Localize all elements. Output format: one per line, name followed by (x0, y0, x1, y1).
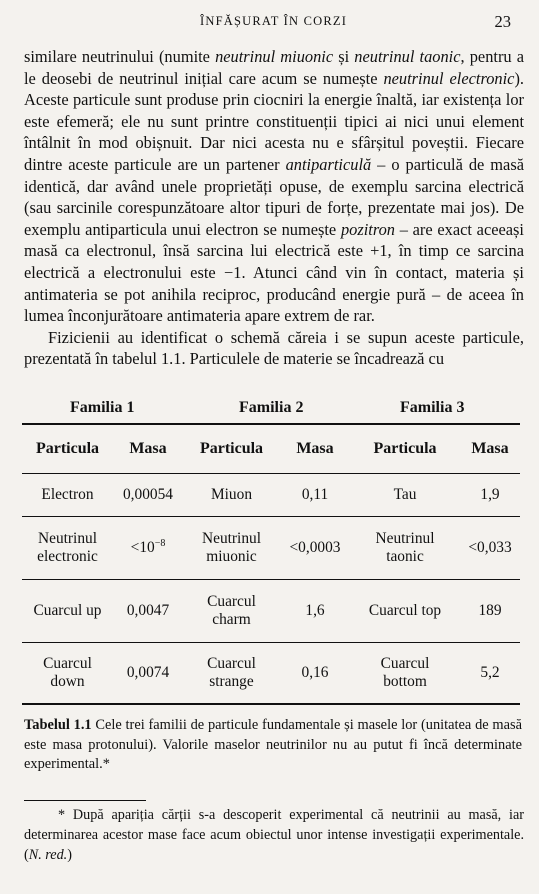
particle-cell: Neutrinul taonic (375, 530, 435, 565)
col-mass-2: Masa (296, 440, 334, 457)
term-neutrinul-electronic: neutrinul electronic (383, 68, 515, 88)
col-particle-3: Particula (373, 440, 437, 457)
term-antiparticula: antiparticulă (285, 154, 372, 174)
family-3-label: Familia 3 (400, 399, 465, 416)
mass-cell: 1,9 (480, 486, 500, 503)
family-2-label: Familia 2 (239, 399, 304, 416)
family-header-row (22, 399, 520, 421)
running-title: ÎNFĂȘURAT ÎN CORZI (200, 14, 348, 28)
paragraph-2: Fizicienii au identificat o schemă căreia i se supun aceste particule, prezentată în tabelul 1.1. Particulele de materie se încadrează cu (24, 327, 524, 369)
mass-cell: 0,0074 (126, 664, 170, 681)
table-row (22, 643, 520, 705)
table-header-row (22, 424, 520, 474)
mass-cell: <0,033 (468, 539, 512, 556)
table-row (22, 517, 520, 580)
term-pozitron: pozitron (340, 219, 395, 239)
particle-cell: Cuarcul bottom (380, 655, 430, 690)
particles-table (22, 423, 520, 705)
caption-label: Tabelul 1.1 (24, 717, 92, 733)
mass-cell: 1,6 (305, 602, 325, 619)
col-particle-2: Particula (199, 440, 264, 457)
mass-cell: 0,11 (301, 486, 329, 503)
particle-cell: Cuarcul strange (207, 655, 256, 690)
mass-cell: 5,2 (480, 664, 500, 681)
footnote-divider (24, 800, 146, 801)
editor-note: N. red. (28, 847, 68, 863)
term-neutrinul-taonic: neutrinul taonic (354, 47, 461, 66)
body-text (24, 46, 524, 370)
col-mass-1: Masa (129, 440, 167, 457)
page-number: 23 (494, 12, 511, 31)
col-mass-3: Masa (471, 440, 509, 457)
table-row (22, 474, 520, 517)
mass-cell: 189 (478, 602, 502, 619)
particle-cell: Miuon (210, 486, 253, 503)
col-particle-1: Particula (35, 440, 100, 457)
mass-cell: $<10^{-8}$ (130, 538, 166, 557)
mass-cell: 0,00054 (122, 486, 174, 503)
mass-cell: <0,0003 (289, 539, 341, 556)
footnote: * După apariția cărții s-a descoperit experimental că neutrinii au masă, iar determinarea acestor mase face acum obiectul unor intense investigații experimentale. (N. red.) (24, 807, 524, 863)
particle-cell: Neutrinul electronic (37, 530, 98, 565)
particle-cell: Neutrinul miuonic (202, 530, 261, 565)
particle-cell: Cuarcul top (368, 602, 442, 619)
paragraph-1: similare neutrinului (numite neutrinul miuonic și neutrinul taonic, pentru a le deosebi de neutrinul inițial care acum se numește neutrinul electronic). Aceste particule sunt produse prin ciocniri la energie înaltă, iar existența lor este efemeră; ele nu sunt printre constituenții tipici ai nici unui element întâlnit în mod obișnuit. Dar nici acesta nu e sfârșitul poveștii. Fiecare dintre aceste particule are un partener antiparticulă – o particulă de masă identică, dar având unele proprietăți opuse, de exemplu sarcina electrică (sau sarcinile corespunzătoare altor tipuri de forțe, prezentate mai jos). De exemplu antiparticula unui electron se numește pozitron – are exact aceeași masă ca electronul, însă sarcina lui electrică este +1, în timp ce sarcina electrică a electronului este −1. Atunci când vin în contact, materia și antimateria se pot anihila reciproc, producând energie pură – de aceea în lumea înconjurătoare antimateria apare extrem de rar. (24, 47, 524, 326)
particle-cell: Tau (393, 486, 417, 503)
table-caption (24, 716, 522, 775)
particle-cell: Electron (41, 486, 94, 503)
table-row (22, 580, 520, 643)
term-neutrinul-miuonic: neutrinul miuonic (215, 47, 334, 66)
particle-cell: Cuarcul down (43, 655, 92, 690)
family-1-label: Familia 1 (70, 399, 135, 416)
particle-cell: Cuarcul charm (207, 593, 256, 628)
mass-cell: 0,16 (301, 664, 329, 681)
running-head (0, 14, 539, 34)
caption-text: Cele trei familii de particule fundamentale și masele lor (unitatea de masă este masa protonului). Valorile maselor neutrinilor nu au putut fi încă determinate experimental.* (24, 717, 522, 772)
mass-cell: 0,0047 (126, 602, 170, 619)
particle-cell: Cuarcul up (33, 602, 102, 619)
